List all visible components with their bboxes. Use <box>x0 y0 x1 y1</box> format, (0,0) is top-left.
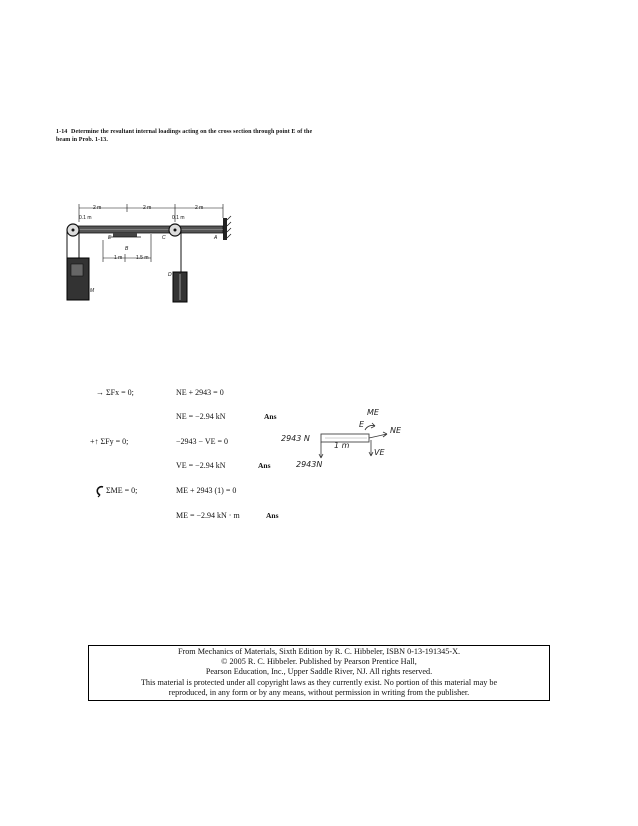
equation-sum-fx <box>96 388 134 397</box>
equation-fx-body <box>176 388 224 397</box>
sketch-label-ne: NE <box>390 426 402 435</box>
label-point-m: M <box>90 288 95 294</box>
answer-label-ve: Ans <box>258 461 271 470</box>
label-point-a: A <box>214 235 218 241</box>
problem-statement <box>56 128 316 144</box>
sketch-label-force-down: 2943N <box>296 460 323 469</box>
sketch-label-force-left: 2943 N <box>281 434 310 443</box>
equation-sum-fy <box>90 437 128 446</box>
footer-line: Pearson Education, Inc., Upper Saddle River, NJ. All rights reserved. <box>205 667 433 677</box>
equation-me-body <box>176 486 236 495</box>
wall-support <box>223 216 231 240</box>
equation-fy-body <box>176 437 228 446</box>
equation-text: ME + 2943 (1) = 0 <box>176 486 237 495</box>
equation-text: VE = −2.94 kN <box>176 461 226 470</box>
answer-label-ne: Ans <box>264 412 277 421</box>
equation-me-result <box>176 511 240 520</box>
sketch-label-me: ME <box>367 408 379 417</box>
copyright-footer <box>88 645 550 701</box>
equation-text: NE + 2943 = 0 <box>176 388 224 397</box>
footer-line: This material is protected under all copyright laws as they currently exist. No portion of this material may be <box>140 677 498 687</box>
label-point-b: B <box>125 246 129 252</box>
problem-number: 1-14 <box>56 129 68 135</box>
footer-line: © 2005 R. C. Hibbeler. Published by Pearson Prentice Hall, <box>221 657 417 667</box>
dim-gap-1: 0.1 m <box>79 215 92 221</box>
equation-ne-result <box>176 412 225 421</box>
equation-text: NE = −2.94 kN <box>176 412 226 421</box>
dim-top-1: 2 m <box>93 205 102 211</box>
footer-line: reproduced, in any form or by any means, without permission in writing from the publisher. <box>168 687 470 697</box>
equation-prefix: +↑ ΣFy = 0; <box>90 437 129 446</box>
dim-gap-2: 0.1 m <box>172 215 185 221</box>
footer-line: From Mechanics of Materials, Sixth Edition by R. C. Hibbeler, ISBN 0-13-191345-X. <box>177 647 461 656</box>
dim-bottom-2: 1.5 m <box>136 255 149 261</box>
sketch-label-ve: VE <box>374 448 385 457</box>
equation-ve-result <box>176 461 225 470</box>
answer-label-me: Ans <box>266 511 279 520</box>
dim-top-2: 2 m <box>143 205 152 211</box>
dim-top-3: 2 m <box>195 205 204 211</box>
equation-prefix: ΣME = 0; <box>106 486 138 495</box>
label-point-e: E <box>108 235 112 241</box>
sketch-label-length: 1 m <box>334 441 350 450</box>
dim-bottom-1: 1 m <box>114 255 123 261</box>
label-point-d: D <box>168 272 172 278</box>
sketch-label-e: E <box>359 420 365 429</box>
equation-sum-me <box>106 486 137 495</box>
moment-ccw-icon <box>94 484 106 498</box>
equation-text: −2943 − VE = 0 <box>176 437 229 446</box>
problem-text: Determine the resultant internal loadings acting on the cross section through point E of the beam in Prob. 1-13. <box>56 129 313 143</box>
label-point-c: C <box>162 235 166 241</box>
equation-text: ME = −2.94 kN · m <box>176 511 240 520</box>
equation-prefix: → ΣFx = 0; <box>96 388 134 397</box>
